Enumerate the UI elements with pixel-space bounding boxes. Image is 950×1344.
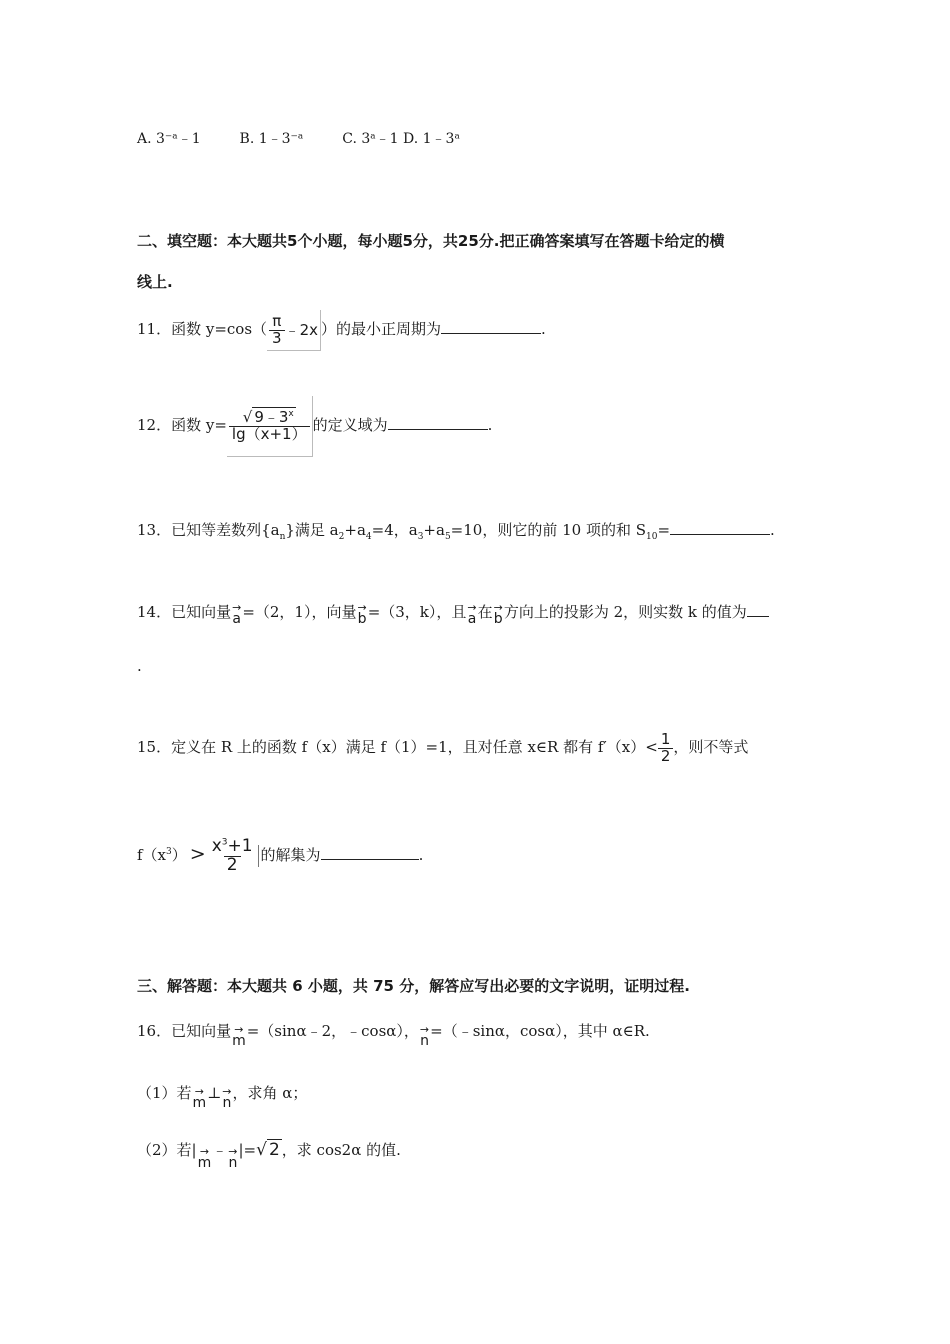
q11-frac-den: 3 — [269, 330, 285, 347]
q16-text-2: =（sinα﹣2，﹣cosα）， — [246, 1022, 419, 1040]
vector-n: → n — [419, 1023, 430, 1049]
question-16 — [137, 1014, 650, 1048]
question-11 — [137, 309, 546, 351]
q14-text-1: 14．已知向量 — [137, 603, 232, 621]
q11-text-before: 11．函数 y=cos（ — [137, 320, 268, 338]
q11-text-after: ）的最小正周期为 — [321, 320, 442, 338]
q16-part2-text-1: （2）若| — [137, 1141, 197, 1159]
vector-m: → m — [232, 1023, 246, 1049]
vector-a-ref: → a — [467, 601, 477, 627]
question-12 — [137, 395, 492, 457]
q10-option-a: A. 3⁻ᵃ﹣1 — [137, 131, 201, 147]
q13-sub-2: 2 — [338, 532, 345, 542]
q13-sub-4: 3 — [417, 532, 424, 542]
q15-line2 — [137, 824, 423, 883]
vector-n-ref: → n — [222, 1085, 232, 1111]
q13-text-3: +a — [344, 521, 366, 539]
q15-frac-den: 2 — [224, 856, 241, 875]
q15-half-fraction — [658, 729, 674, 765]
section3-heading: 三、解答题：本大题共 6 小题，共 75 分，解答应写出必要的文字说明，证明过程. — [137, 977, 690, 995]
q10-option-c: C. 3ᵃ﹣1 — [342, 131, 399, 147]
q14-line2: . — [137, 657, 142, 675]
section2-heading-line1: 二、填空题：本大题共5个小题，每小题5分，共25分.把正确答案填写在答题卡给定的横 — [137, 232, 725, 250]
q15-text-1: 15．定义在 R 上的函数 f（x）满足 f（1）=1，且对任意 x∈R 都有 f′（x）< — [137, 738, 658, 756]
q15-text-2: ，则不等式 — [673, 738, 749, 756]
q15-l2-text-2: ） — [171, 846, 187, 864]
q15-half-den: 2 — [658, 748, 674, 765]
q13-text-1: 13．已知等差数列{a — [137, 521, 280, 539]
q11-answer-blank[interactable] — [441, 319, 541, 334]
q16-part1-text-2: ，求角 α； — [232, 1084, 308, 1102]
q16-sqrt-value: 2 — [268, 1140, 280, 1160]
q11-formula-tail: ﹣2x — [284, 320, 318, 339]
q15-fraction — [209, 835, 256, 875]
q13-text-5: +a — [423, 521, 445, 539]
q10-option-d: D. 1﹣3ᵃ — [403, 131, 460, 147]
q15-l2-sup: 3 — [166, 847, 172, 857]
q10-option-b: B. 1﹣3⁻ᵃ — [239, 131, 304, 147]
section2-heading-line2: 线上. — [137, 273, 173, 291]
q15-l2-text-3: 的解集为 — [260, 846, 321, 864]
q16-perp-sign: ⊥ — [207, 1084, 222, 1102]
q13-text-6: =10，则它的前 10 项的和 S — [450, 521, 646, 539]
q16-part1-text-1: （1）若 — [137, 1084, 192, 1102]
q14-text-2: =（2，1），向量 — [242, 603, 357, 621]
q16-part2 — [137, 1130, 401, 1170]
q14-answer-blank[interactable] — [747, 602, 769, 617]
q16-part1 — [137, 1076, 307, 1110]
question-15 — [137, 730, 748, 764]
q16-minus-sign: ﹣ — [212, 1141, 228, 1159]
q13-end: . — [770, 521, 775, 539]
q12-text-after: 的定义域为 — [312, 416, 388, 434]
question-14 — [137, 598, 769, 626]
q13-sub-5: 5 — [444, 532, 451, 542]
q13-answer-blank[interactable] — [670, 520, 770, 535]
q16-part2-text-2: |= — [238, 1141, 257, 1159]
q16-text-1: 16．已知向量 — [137, 1022, 232, 1040]
q12-denominator: lg（x+1） — [229, 426, 310, 443]
q15-gt-sign: > — [189, 843, 206, 865]
q12-answer-blank[interactable] — [388, 415, 488, 430]
q12-exp: x — [288, 409, 294, 420]
q15-frac-num-base: x — [211, 835, 222, 856]
q12-sqrt: √ 9﹣3$^x$ — [242, 408, 294, 427]
q16-part2-text-3: ，求 cos2α 的值. — [281, 1141, 401, 1159]
q12-radicand: 9﹣3 — [254, 408, 289, 427]
q15-answer-blank[interactable] — [321, 845, 419, 860]
q15-half-num: 1 — [660, 729, 671, 748]
q13-text-7: = — [657, 521, 671, 539]
vector-b-ref: → b — [493, 601, 503, 627]
vector-m-ref2: → m — [197, 1145, 212, 1171]
q14-text-4: 在 — [477, 603, 493, 621]
q12-end: . — [487, 416, 493, 434]
q15-end: . — [418, 846, 424, 864]
q11-end: . — [541, 320, 546, 338]
q11-formula — [267, 310, 321, 351]
q15-frac-num-sup: 3 — [221, 837, 228, 847]
q13-sub-3: 4 — [365, 532, 372, 542]
vector-a: → a — [232, 601, 242, 627]
vector-b: → b — [357, 601, 367, 627]
q11-frac-num: π — [272, 312, 282, 331]
q15-image-edge — [258, 845, 259, 867]
q12-text-before: 12．函数 y= — [137, 416, 227, 434]
vector-n-ref2: → n — [228, 1145, 238, 1171]
q13-text-2: }满足 a — [285, 521, 339, 539]
q13-text-4: =4，a — [371, 521, 418, 539]
vector-m-ref: → m — [192, 1085, 207, 1111]
q14-text-5: 方向上的投影为 2，则实数 k 的值为 — [503, 603, 747, 621]
q14-text-3: =（3，k），且 — [367, 603, 467, 621]
q16-sqrt: √ 2 — [256, 1140, 280, 1160]
q13-sub-1: n — [279, 532, 286, 542]
q13-sub-6: 10 — [646, 532, 658, 542]
q16-text-3: =（﹣sinα，cosα），其中 α∈R. — [430, 1022, 650, 1040]
q15-frac-num-tail: +1 — [227, 835, 253, 856]
q10-options — [137, 129, 460, 149]
q12-formula — [227, 396, 313, 457]
question-13 — [137, 520, 775, 547]
q15-l2-text-1: f（x — [137, 846, 167, 864]
